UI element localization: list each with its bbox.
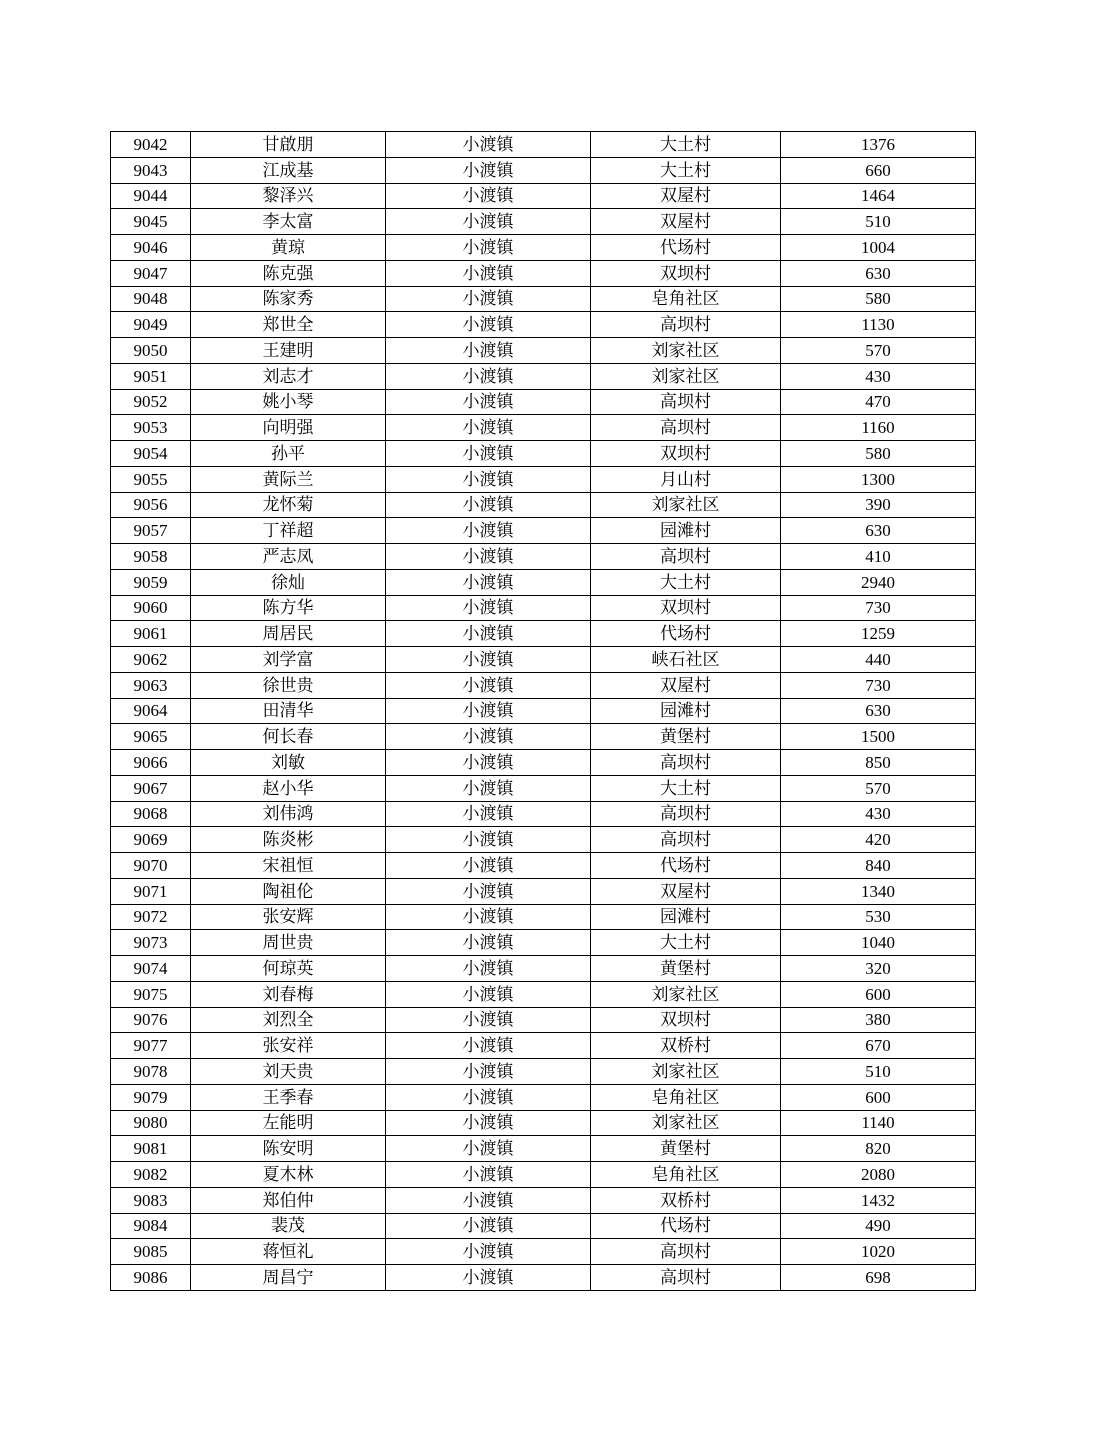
cell-amount: 1432 (781, 1187, 976, 1213)
cell-village: 代场村 (591, 621, 781, 647)
cell-name: 龙怀菊 (191, 492, 386, 518)
cell-id: 9060 (111, 595, 191, 621)
table-row (111, 157, 976, 183)
cell-name: 向明强 (191, 415, 386, 441)
cell-name: 陈炎彬 (191, 827, 386, 853)
cell-village: 刘家社区 (591, 492, 781, 518)
cell-name: 王建明 (191, 338, 386, 364)
records-table-body (111, 132, 976, 1291)
cell-town: 小渡镇 (386, 544, 591, 570)
cell-town: 小渡镇 (386, 878, 591, 904)
cell-id: 9071 (111, 878, 191, 904)
cell-name: 黎泽兴 (191, 183, 386, 209)
cell-amount: 1464 (781, 183, 976, 209)
cell-id: 9063 (111, 672, 191, 698)
table-row (111, 338, 976, 364)
cell-village: 双屋村 (591, 209, 781, 235)
table-row (111, 904, 976, 930)
table-row (111, 878, 976, 904)
cell-amount: 1020 (781, 1239, 976, 1265)
cell-amount: 570 (781, 338, 976, 364)
cell-id: 9066 (111, 750, 191, 776)
cell-village: 代场村 (591, 853, 781, 879)
cell-town: 小渡镇 (386, 441, 591, 467)
table-row (111, 672, 976, 698)
cell-name: 周昌宁 (191, 1265, 386, 1291)
cell-name: 郑世全 (191, 312, 386, 338)
cell-amount: 2940 (781, 569, 976, 595)
cell-amount: 840 (781, 853, 976, 879)
table-row (111, 209, 976, 235)
cell-village: 大土村 (591, 132, 781, 158)
cell-id: 9056 (111, 492, 191, 518)
cell-amount: 820 (781, 1136, 976, 1162)
cell-id: 9044 (111, 183, 191, 209)
cell-town: 小渡镇 (386, 1187, 591, 1213)
cell-id: 9074 (111, 956, 191, 982)
cell-id: 9057 (111, 518, 191, 544)
cell-id: 9073 (111, 930, 191, 956)
cell-name: 郑伯仲 (191, 1187, 386, 1213)
cell-name: 黄际兰 (191, 466, 386, 492)
cell-id: 9053 (111, 415, 191, 441)
cell-amount: 630 (781, 518, 976, 544)
cell-town: 小渡镇 (386, 312, 591, 338)
cell-town: 小渡镇 (386, 853, 591, 879)
cell-amount: 660 (781, 157, 976, 183)
table-row (111, 827, 976, 853)
cell-village: 高坝村 (591, 1239, 781, 1265)
cell-name: 周居民 (191, 621, 386, 647)
table-row (111, 801, 976, 827)
cell-amount: 490 (781, 1213, 976, 1239)
cell-id: 9079 (111, 1084, 191, 1110)
cell-town: 小渡镇 (386, 827, 591, 853)
cell-village: 峡石社区 (591, 647, 781, 673)
cell-id: 9051 (111, 363, 191, 389)
cell-amount: 1040 (781, 930, 976, 956)
cell-id: 9043 (111, 157, 191, 183)
cell-town: 小渡镇 (386, 981, 591, 1007)
cell-name: 陈克强 (191, 260, 386, 286)
cell-village: 大土村 (591, 569, 781, 595)
cell-name: 刘天贵 (191, 1059, 386, 1085)
cell-id: 9067 (111, 775, 191, 801)
cell-amount: 2080 (781, 1162, 976, 1188)
cell-town: 小渡镇 (386, 621, 591, 647)
cell-village: 刘家社区 (591, 338, 781, 364)
cell-id: 9084 (111, 1213, 191, 1239)
table-row (111, 1136, 976, 1162)
cell-town: 小渡镇 (386, 286, 591, 312)
cell-amount: 1130 (781, 312, 976, 338)
cell-name: 刘伟鸿 (191, 801, 386, 827)
cell-id: 9046 (111, 235, 191, 261)
cell-amount: 580 (781, 441, 976, 467)
cell-town: 小渡镇 (386, 1265, 591, 1291)
cell-name: 陈安明 (191, 1136, 386, 1162)
table-row (111, 466, 976, 492)
cell-village: 双坝村 (591, 595, 781, 621)
cell-amount: 430 (781, 363, 976, 389)
records-table (110, 131, 976, 1291)
cell-town: 小渡镇 (386, 492, 591, 518)
cell-name: 甘啟朋 (191, 132, 386, 158)
table-row (111, 518, 976, 544)
cell-amount: 510 (781, 1059, 976, 1085)
cell-town: 小渡镇 (386, 157, 591, 183)
cell-name: 宋祖恒 (191, 853, 386, 879)
cell-name: 刘学富 (191, 647, 386, 673)
cell-name: 夏木林 (191, 1162, 386, 1188)
cell-town: 小渡镇 (386, 209, 591, 235)
cell-id: 9082 (111, 1162, 191, 1188)
cell-village: 双坝村 (591, 260, 781, 286)
cell-town: 小渡镇 (386, 1213, 591, 1239)
cell-name: 裴茂 (191, 1213, 386, 1239)
cell-town: 小渡镇 (386, 1162, 591, 1188)
cell-id: 9055 (111, 466, 191, 492)
table-row (111, 1059, 976, 1085)
cell-amount: 698 (781, 1265, 976, 1291)
cell-amount: 390 (781, 492, 976, 518)
table-row (111, 775, 976, 801)
cell-amount: 730 (781, 672, 976, 698)
cell-id: 9072 (111, 904, 191, 930)
cell-name: 赵小华 (191, 775, 386, 801)
cell-village: 大土村 (591, 930, 781, 956)
cell-name: 陈方华 (191, 595, 386, 621)
cell-name: 陶祖伦 (191, 878, 386, 904)
cell-village: 刘家社区 (591, 1059, 781, 1085)
cell-village: 双屋村 (591, 672, 781, 698)
table-row (111, 389, 976, 415)
table-row (111, 235, 976, 261)
cell-amount: 1160 (781, 415, 976, 441)
table-row (111, 1007, 976, 1033)
table-row (111, 363, 976, 389)
cell-town: 小渡镇 (386, 132, 591, 158)
cell-village: 代场村 (591, 235, 781, 261)
cell-amount: 600 (781, 981, 976, 1007)
cell-village: 双桥村 (591, 1033, 781, 1059)
cell-amount: 1376 (781, 132, 976, 158)
cell-id: 9086 (111, 1265, 191, 1291)
cell-village: 双坝村 (591, 1007, 781, 1033)
cell-amount: 670 (781, 1033, 976, 1059)
cell-village: 高坝村 (591, 544, 781, 570)
cell-name: 张安祥 (191, 1033, 386, 1059)
cell-town: 小渡镇 (386, 466, 591, 492)
table-row (111, 1033, 976, 1059)
cell-id: 9075 (111, 981, 191, 1007)
cell-id: 9045 (111, 209, 191, 235)
cell-name: 周世贵 (191, 930, 386, 956)
cell-town: 小渡镇 (386, 235, 591, 261)
cell-id: 9077 (111, 1033, 191, 1059)
cell-amount: 1259 (781, 621, 976, 647)
cell-amount: 440 (781, 647, 976, 673)
cell-amount: 630 (781, 260, 976, 286)
cell-id: 9047 (111, 260, 191, 286)
cell-id: 9052 (111, 389, 191, 415)
table-row (111, 930, 976, 956)
cell-town: 小渡镇 (386, 672, 591, 698)
cell-id: 9048 (111, 286, 191, 312)
cell-village: 高坝村 (591, 801, 781, 827)
cell-name: 刘烈全 (191, 1007, 386, 1033)
cell-name: 姚小琴 (191, 389, 386, 415)
cell-name: 田清华 (191, 698, 386, 724)
table-row (111, 441, 976, 467)
cell-id: 9065 (111, 724, 191, 750)
cell-id: 9078 (111, 1059, 191, 1085)
cell-town: 小渡镇 (386, 518, 591, 544)
cell-name: 刘志才 (191, 363, 386, 389)
cell-town: 小渡镇 (386, 1110, 591, 1136)
cell-town: 小渡镇 (386, 1059, 591, 1085)
cell-village: 高坝村 (591, 389, 781, 415)
cell-town: 小渡镇 (386, 724, 591, 750)
cell-village: 高坝村 (591, 750, 781, 776)
cell-id: 9059 (111, 569, 191, 595)
cell-town: 小渡镇 (386, 956, 591, 982)
cell-id: 9050 (111, 338, 191, 364)
cell-id: 9058 (111, 544, 191, 570)
cell-town: 小渡镇 (386, 1007, 591, 1033)
cell-village: 月山村 (591, 466, 781, 492)
table-row (111, 260, 976, 286)
cell-town: 小渡镇 (386, 1239, 591, 1265)
table-row (111, 492, 976, 518)
cell-amount: 510 (781, 209, 976, 235)
table-row (111, 956, 976, 982)
cell-name: 陈家秀 (191, 286, 386, 312)
cell-name: 徐灿 (191, 569, 386, 595)
cell-amount: 1300 (781, 466, 976, 492)
cell-village: 园滩村 (591, 904, 781, 930)
cell-village: 代场村 (591, 1213, 781, 1239)
cell-name: 王季春 (191, 1084, 386, 1110)
cell-village: 高坝村 (591, 827, 781, 853)
cell-id: 9083 (111, 1187, 191, 1213)
cell-village: 皂角社区 (591, 1162, 781, 1188)
cell-town: 小渡镇 (386, 569, 591, 595)
cell-village: 双屋村 (591, 183, 781, 209)
cell-id: 9076 (111, 1007, 191, 1033)
cell-town: 小渡镇 (386, 647, 591, 673)
cell-amount: 430 (781, 801, 976, 827)
cell-name: 何长春 (191, 724, 386, 750)
table-row (111, 698, 976, 724)
table-row (111, 1265, 976, 1291)
cell-town: 小渡镇 (386, 595, 591, 621)
cell-town: 小渡镇 (386, 1136, 591, 1162)
cell-name: 徐世贵 (191, 672, 386, 698)
cell-id: 9085 (111, 1239, 191, 1265)
cell-town: 小渡镇 (386, 1033, 591, 1059)
cell-village: 双屋村 (591, 878, 781, 904)
cell-name: 左能明 (191, 1110, 386, 1136)
cell-village: 大土村 (591, 157, 781, 183)
cell-amount: 580 (781, 286, 976, 312)
cell-town: 小渡镇 (386, 904, 591, 930)
table-row (111, 1239, 976, 1265)
cell-village: 黄堡村 (591, 724, 781, 750)
table-row (111, 415, 976, 441)
cell-town: 小渡镇 (386, 260, 591, 286)
cell-village: 高坝村 (591, 1265, 781, 1291)
cell-village: 刘家社区 (591, 1110, 781, 1136)
cell-village: 皂角社区 (591, 286, 781, 312)
table-row (111, 724, 976, 750)
table-row (111, 544, 976, 570)
table-row (111, 1162, 976, 1188)
cell-amount: 570 (781, 775, 976, 801)
cell-town: 小渡镇 (386, 389, 591, 415)
cell-name: 黄琼 (191, 235, 386, 261)
cell-name: 李太富 (191, 209, 386, 235)
cell-id: 9080 (111, 1110, 191, 1136)
cell-town: 小渡镇 (386, 801, 591, 827)
cell-name: 江成基 (191, 157, 386, 183)
cell-amount: 320 (781, 956, 976, 982)
cell-village: 大土村 (591, 775, 781, 801)
table-row (111, 750, 976, 776)
cell-village: 皂角社区 (591, 1084, 781, 1110)
table-row (111, 1187, 976, 1213)
cell-town: 小渡镇 (386, 750, 591, 776)
cell-town: 小渡镇 (386, 775, 591, 801)
cell-village: 园滩村 (591, 518, 781, 544)
cell-village: 双坝村 (591, 441, 781, 467)
cell-name: 丁祥超 (191, 518, 386, 544)
cell-name: 孙平 (191, 441, 386, 467)
cell-amount: 850 (781, 750, 976, 776)
cell-town: 小渡镇 (386, 1084, 591, 1110)
cell-amount: 470 (781, 389, 976, 415)
cell-amount: 1140 (781, 1110, 976, 1136)
cell-amount: 1340 (781, 878, 976, 904)
cell-id: 9064 (111, 698, 191, 724)
cell-name: 张安辉 (191, 904, 386, 930)
cell-town: 小渡镇 (386, 338, 591, 364)
table-row (111, 981, 976, 1007)
cell-id: 9068 (111, 801, 191, 827)
cell-name: 蒋恒礼 (191, 1239, 386, 1265)
cell-town: 小渡镇 (386, 415, 591, 441)
cell-village: 黄堡村 (591, 1136, 781, 1162)
cell-amount: 530 (781, 904, 976, 930)
cell-id: 9054 (111, 441, 191, 467)
cell-amount: 420 (781, 827, 976, 853)
cell-amount: 730 (781, 595, 976, 621)
cell-village: 高坝村 (591, 312, 781, 338)
cell-amount: 410 (781, 544, 976, 570)
cell-name: 刘春梅 (191, 981, 386, 1007)
cell-village: 双桥村 (591, 1187, 781, 1213)
table-row (111, 1213, 976, 1239)
cell-amount: 1004 (781, 235, 976, 261)
table-row (111, 569, 976, 595)
cell-amount: 630 (781, 698, 976, 724)
cell-village: 园滩村 (591, 698, 781, 724)
table-row (111, 595, 976, 621)
cell-id: 9069 (111, 827, 191, 853)
cell-id: 9081 (111, 1136, 191, 1162)
cell-id: 9061 (111, 621, 191, 647)
cell-name: 刘敏 (191, 750, 386, 776)
table-row (111, 853, 976, 879)
cell-amount: 1500 (781, 724, 976, 750)
cell-village: 刘家社区 (591, 981, 781, 1007)
table-row (111, 132, 976, 158)
cell-id: 9070 (111, 853, 191, 879)
cell-name: 何琼英 (191, 956, 386, 982)
cell-id: 9062 (111, 647, 191, 673)
table-row (111, 312, 976, 338)
cell-town: 小渡镇 (386, 930, 591, 956)
cell-village: 高坝村 (591, 415, 781, 441)
cell-amount: 380 (781, 1007, 976, 1033)
cell-name: 严志凤 (191, 544, 386, 570)
table-row (111, 647, 976, 673)
cell-town: 小渡镇 (386, 363, 591, 389)
table-row (111, 1110, 976, 1136)
cell-town: 小渡镇 (386, 183, 591, 209)
table-row (111, 286, 976, 312)
table-row (111, 183, 976, 209)
cell-id: 9049 (111, 312, 191, 338)
cell-town: 小渡镇 (386, 698, 591, 724)
cell-id: 9042 (111, 132, 191, 158)
cell-village: 黄堡村 (591, 956, 781, 982)
cell-village: 刘家社区 (591, 363, 781, 389)
table-row (111, 621, 976, 647)
table-row (111, 1084, 976, 1110)
cell-amount: 600 (781, 1084, 976, 1110)
